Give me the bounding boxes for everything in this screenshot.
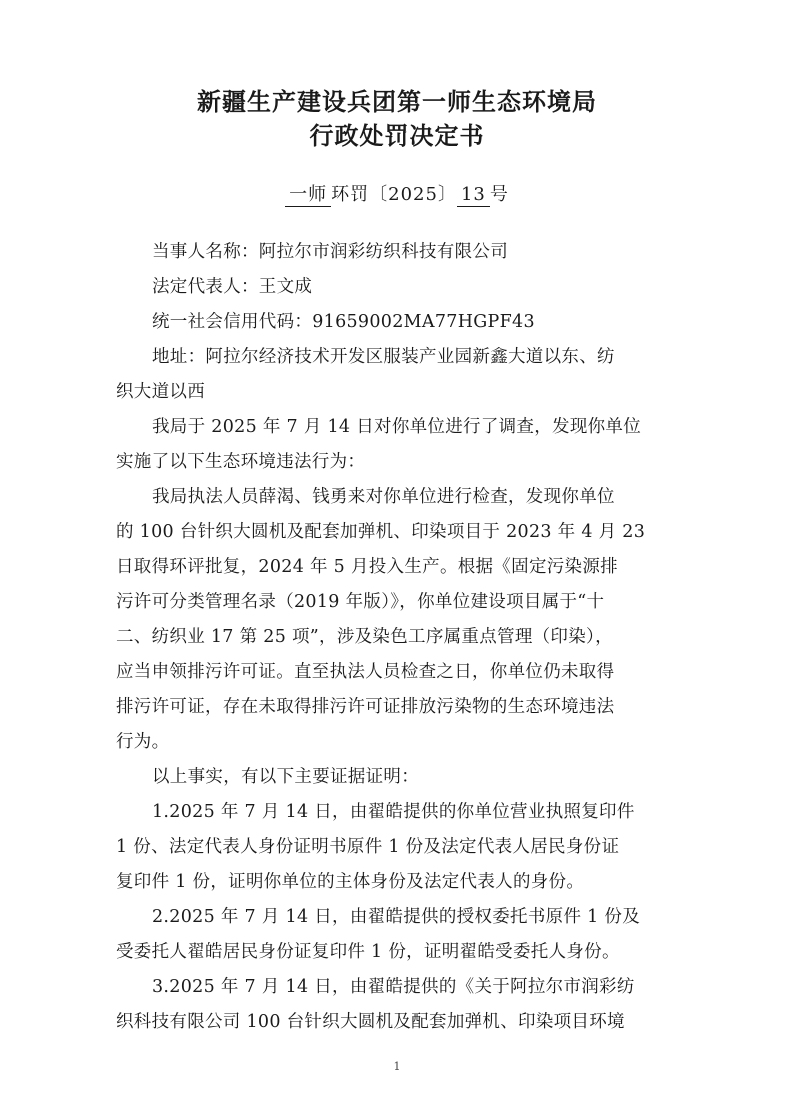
paragraph-line: 受委托人翟皓居民身份证复印件 1 份，证明翟皓受委托人身份。 xyxy=(116,942,620,962)
address-line: 地址：阿拉尔经济技术开发区服装产业园新鑫大道以东、纺 xyxy=(152,347,615,367)
evidence-item-3: 3.2025 年 7 月 14 日，由翟皓提供的《关于阿拉尔市润彩纺 xyxy=(152,977,635,997)
paragraph-line: 日取得环评批复，2024 年 5 月投入生产。根据《固定污染源排 xyxy=(116,557,618,577)
paragraph-line: 排污许可证，存在未取得排污许可证排放污染物的生态环境违法 xyxy=(116,697,615,717)
paragraph-line: 织科技有限公司 100 台针织大圆机及配套加弹机、印染项目环境 xyxy=(116,1012,625,1032)
credit-code-line: 统一社会信用代码：91659002MA77HGPF43 xyxy=(152,312,535,332)
paragraph-line: 1 份、法定代表人身份证明书原件 1 份及法定代表人居民身份证 xyxy=(116,837,620,857)
party-name-line: 当事人名称：阿拉尔市润彩纺织科技有限公司 xyxy=(152,242,508,262)
paragraph-line: 污许可分类管理名录（2019 年版）》，你单位建设项目属于“十 xyxy=(116,592,605,612)
paragraph-line: 以上事实，有以下主要证据证明： xyxy=(152,767,419,787)
doc-number-serial: 13 xyxy=(457,184,490,207)
paragraph-line: 应当申领排污许可证。直至执法人员检查之日，你单位仍未取得 xyxy=(116,662,615,682)
paragraph-line: 复印件 1 份，证明你单位的主体身份及法定代表人的身份。 xyxy=(116,872,585,892)
paragraph-line: 我局执法人员薛渴、钱勇来对你单位进行检查，发现你单位 xyxy=(152,487,615,507)
doc-number-issuer: 一师 xyxy=(285,184,331,207)
paragraph-line: 我局于 2025 年 7 月 14 日对你单位进行了调查，发现你单位 xyxy=(152,417,642,437)
evidence-item-2: 2.2025 年 7 月 14 日，由翟皓提供的授权委托书原件 1 份及 xyxy=(152,907,641,927)
legal-rep-line: 法定代表人：王文成 xyxy=(152,277,313,297)
address-line-cont: 织大道以西 xyxy=(116,382,205,402)
document-title-line2: 行政处罚决定书 xyxy=(309,121,485,150)
paragraph-line: 行为。 xyxy=(116,732,170,752)
evidence-item-1: 1.2025 年 7 月 14 日，由翟皓提供的你单位营业执照复印件 xyxy=(152,802,635,822)
document-number xyxy=(0,180,794,207)
page-number: 1 xyxy=(393,1060,401,1073)
paragraph-line: 二、纺织业 17 第 25 项”，涉及染色工序属重点管理（印染）， xyxy=(116,627,613,647)
paragraph-line: 的 100 台针织大圆机及配套加弹机、印染项目于 2023 年 4 月 23 xyxy=(116,522,646,542)
doc-number-type: 环罚〔2025〕 xyxy=(331,184,457,205)
doc-number-suffix: 号 xyxy=(489,184,509,205)
paragraph-line: 实施了以下生态环境违法行为： xyxy=(116,452,366,472)
document-title-line1: 新疆生产建设兵团第一师生态环境局 xyxy=(197,87,597,116)
